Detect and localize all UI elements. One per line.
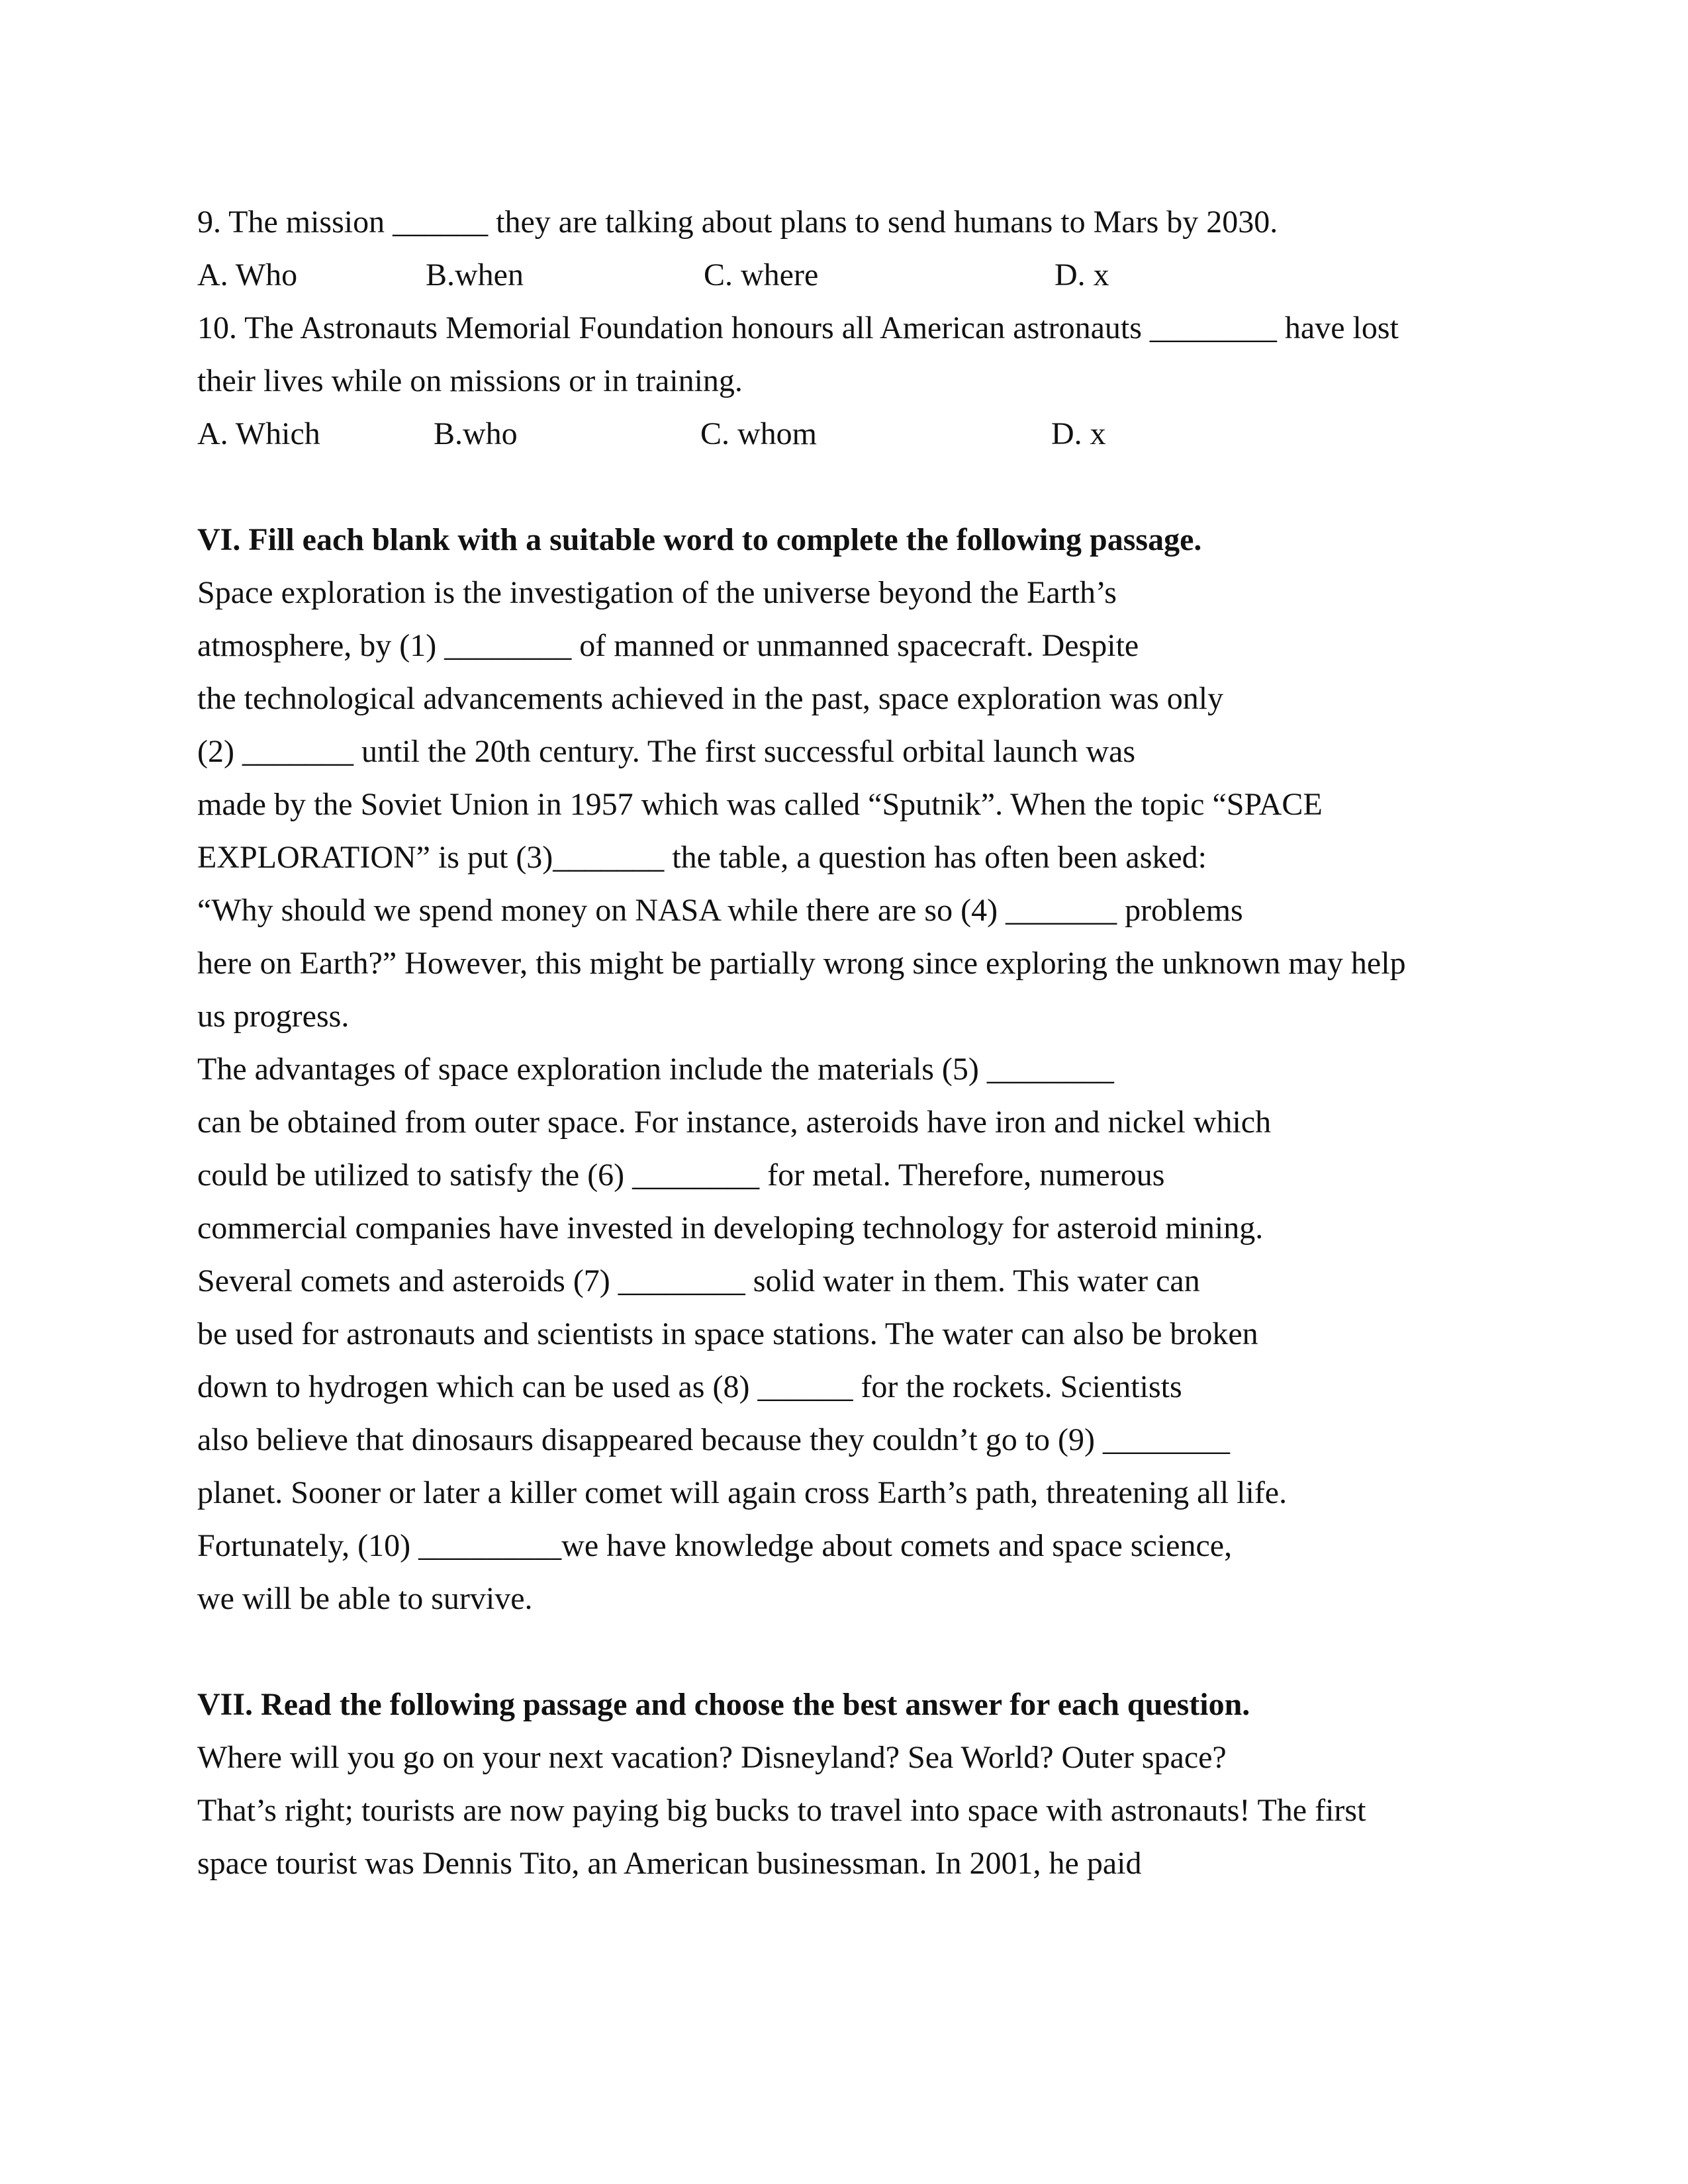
q10-option-b: B.who [434, 416, 518, 451]
q9-option-c: C. where [704, 257, 819, 293]
passage-6-line: Several comets and asteroids (7) ________ solid water in them. This water can [197, 1263, 1200, 1298]
q9-option-d: D. x [1055, 257, 1109, 293]
q10-option-c: C. whom [700, 416, 818, 451]
passage-7-line: That’s right; tourists are now paying big bucks to travel into space with astronauts! The first [197, 1793, 1366, 1828]
passage-6-line: The advantages of space exploration include the materials (5) ________ [197, 1052, 1114, 1087]
question-10-stem-line-2: their lives while on missions or in training. [197, 363, 743, 398]
question-9-stem: 9. The mission ______ they are talking about plans to send humans to Mars by 2030. [197, 205, 1278, 240]
passage-6-line: here on Earth?” However, this might be partially wrong since exploring the unknown may help [197, 946, 1406, 981]
passage-6-line: could be utilized to satisfy the (6) ________ for metal. Therefore, numerous [197, 1158, 1165, 1193]
passage-6-line: EXPLORATION” is put (3)_______ the table, a question has often been asked: [197, 840, 1207, 875]
passage-6-line: us progress. [197, 999, 350, 1034]
passage-6-line: made by the Soviet Union in 1957 which was called “Sputnik”. When the topic “SPACE [197, 787, 1323, 822]
question-10-options [197, 408, 1508, 461]
question-9-options [197, 249, 1508, 302]
section-7-heading: VII. Read the following passage and choose the best answer for each question. [197, 1687, 1250, 1722]
passage-7-line: space tourist was Dennis Tito, an American businessman. In 2001, he paid [197, 1846, 1142, 1881]
q10-option-a: A. Which [197, 416, 320, 451]
passage-6-line: planet. Sooner or later a killer comet will again cross Earth’s path, threatening all life. [197, 1475, 1288, 1510]
spacer [197, 461, 1508, 514]
q10-option-d: D. x [1051, 416, 1106, 451]
passage-6-line: can be obtained from outer space. For instance, asteroids have iron and nickel which [197, 1105, 1272, 1140]
q9-option-a: A. Who [197, 257, 298, 293]
passage-6-line: be used for astronauts and scientists in space stations. The water can also be broken [197, 1316, 1258, 1351]
spacer [197, 1625, 1508, 1678]
document-page [197, 196, 1508, 1890]
passage-6-line: we will be able to survive. [197, 1581, 533, 1616]
q9-option-b: B.when [426, 257, 524, 293]
passage-6-line: (2) _______ until the 20th century. The first successful orbital launch was [197, 734, 1136, 769]
passage-6-line: Fortunately, (10) _________we have knowledge about comets and space science, [197, 1528, 1233, 1563]
passage-6-line: atmosphere, by (1) ________ of manned or unmanned spacecraft. Despite [197, 628, 1139, 663]
passage-6-line: “Why should we spend money on NASA while there are so (4) _______ problems [197, 893, 1243, 928]
passage-7-line: Where will you go on your next vacation? Disneyland? Sea World? Outer space? [197, 1740, 1227, 1775]
passage-6-line: Space exploration is the investigation of the universe beyond the Earth’s [197, 575, 1117, 610]
passage-6-line: commercial companies have invested in developing technology for asteroid mining. [197, 1210, 1264, 1246]
passage-6-line: down to hydrogen which can be used as (8) ______ for the rockets. Scientists [197, 1369, 1182, 1404]
section-6-heading: VI. Fill each blank with a suitable word to complete the following passage. [197, 522, 1202, 557]
passage-6-line: also believe that dinosaurs disappeared because they couldn’t go to (9) ________ [197, 1422, 1231, 1457]
question-10-stem-line-1: 10. The Astronauts Memorial Foundation honours all American astronauts ________ have lost [197, 310, 1399, 345]
passage-6-line: the technological advancements achieved in the past, space exploration was only [197, 681, 1224, 716]
